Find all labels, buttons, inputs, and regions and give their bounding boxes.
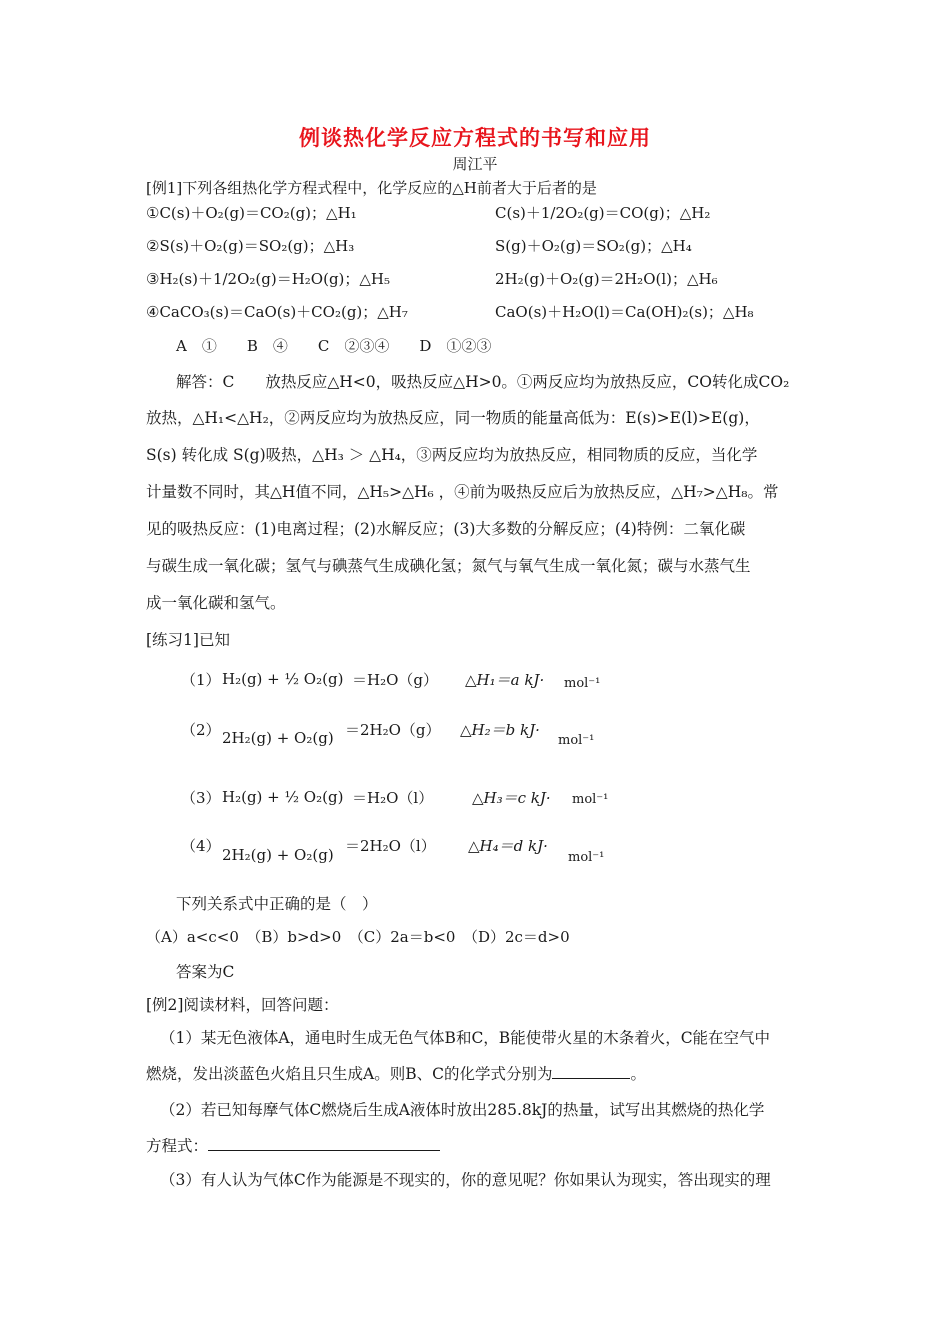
- example2-q2-text: 方程式：: [146, 1137, 209, 1155]
- example2-heading: [例2]阅读材料，回答问题：: [146, 996, 339, 1014]
- answer-line: 计量数不同时，其△H值不同，△H₅>△H₆ ，④前为吸热反应后为放热反应，△H₇>△H₈。常: [146, 483, 779, 501]
- equation-left: ②S(s)＋O₂(g)＝SO₂(g)；△H₃: [146, 237, 355, 255]
- equation-number: （1）: [181, 671, 221, 689]
- practice1-answer: 答案为C: [176, 963, 235, 981]
- equation-lhs: 2H₂(g) + O₂(g): [222, 846, 334, 864]
- equation-rhs: ＝2H₂O（g）: [345, 721, 441, 739]
- answer-line: 见的吸热反应：(1)电离过程；(2)水解反应；(3)大多数的分解反应；(4)特例：二氧化碳: [146, 520, 746, 538]
- equation-right: S(g)＋O₂(g)＝SO₂(g)；△H₄: [495, 237, 692, 255]
- answer-blank[interactable]: [208, 1136, 440, 1151]
- example2-q1-end: 。: [630, 1065, 646, 1083]
- enthalpy-value: △H₄＝d kJ·: [468, 837, 548, 855]
- example1-question: [例1]下列各组热化学方程式程中，化学反应的△H前者大于后者的是: [146, 179, 597, 197]
- unit: mol⁻¹: [564, 676, 601, 691]
- equation-left: ①C(s)＋O₂(g)＝CO₂(g)；△H₁: [146, 204, 357, 222]
- answer-blank[interactable]: [552, 1064, 630, 1079]
- enthalpy-value: △H₂＝b kJ·: [460, 721, 540, 739]
- practice1-heading: [练习1]已知: [146, 631, 230, 649]
- enthalpy-value: △H₁＝a kJ·: [465, 671, 545, 689]
- practice1-options: （A）a<c<0 （B）b>d>0 （C）2a＝b<0 （D）2c＝d>0: [146, 928, 570, 946]
- example2-q2-line2: [146, 1134, 440, 1156]
- equation-rhs: ＝2H₂O（l）: [345, 837, 436, 855]
- equation-rhs: ＝H₂O（l）: [352, 789, 434, 807]
- equation-lhs: H₂(g) + ½ O₂(g): [222, 670, 344, 688]
- equation-left: ④CaCO₃(s)＝CaO(s)＋CO₂(g)；△H₇: [146, 303, 408, 321]
- answer-line: 解答：C 放热反应△H<0，吸热反应△H>0。①两反应均为放热反应，CO转化成CO₂: [176, 373, 790, 391]
- page-title: 例谈热化学反应方程式的书写和应用: [299, 126, 651, 150]
- answer-line: 放热，△H₁<△H₂，②两反应均为放热反应，同一物质的能量高低为：E(s)>E(l)>E(g)，: [146, 409, 760, 427]
- equation-rhs: ＝H₂O（g）: [352, 671, 438, 689]
- example1-options: A ① B ④ C ②③④ D ①②③: [176, 337, 492, 355]
- equation-number: （2）: [181, 721, 221, 739]
- equation-number: （3）: [181, 789, 221, 807]
- answer-line: S(s) 转化成 S(g)吸热，△H₃ ＞ △H₄，③两反应均为放热反应，相同物质的反应，当化学: [146, 446, 758, 464]
- equation-left: ③H₂(s)＋1/2O₂(g)＝H₂O(g)；△H₅: [146, 270, 391, 288]
- equation-right: 2H₂(g)＋O₂(g)＝2H₂O(l)；△H₆: [495, 270, 718, 288]
- unit: mol⁻¹: [572, 792, 609, 807]
- equation-number: （4）: [181, 837, 221, 855]
- example2-q1-text: 燃烧，发出淡蓝色火焰且只生成A。则B、C的化学式分别为: [146, 1065, 553, 1083]
- equation-right: C(s)＋1/2O₂(g)＝CO(g)；△H₂: [495, 204, 711, 222]
- unit: mol⁻¹: [558, 733, 595, 748]
- example2-q2-line1: （2）若已知每摩气体C燃烧后生成A液体时放出285.8kJ的热量，试写出其燃烧的热化学: [160, 1101, 765, 1119]
- practice1-question: 下列关系式中正确的是（ ）: [176, 895, 378, 913]
- example2-q3-line1: （3）有人认为气体C作为能源是不现实的，你的意见呢？你如果认为现实，答出现实的理: [160, 1171, 771, 1189]
- equation-lhs: 2H₂(g) + O₂(g): [222, 729, 334, 747]
- example2-q1-line1: （1）某无色液体A，通电时生成无色气体B和C，B能使带火星的木条着火，C能在空气中: [160, 1029, 771, 1047]
- unit: mol⁻¹: [568, 850, 605, 865]
- example2-q1-line2: [146, 1062, 646, 1084]
- answer-line: 成一氧化碳和氢气。: [146, 594, 286, 612]
- author: 周江平: [452, 155, 498, 173]
- equation-right: CaO(s)＋H₂O(l)＝Ca(OH)₂(s)；△H₈: [495, 303, 754, 321]
- answer-line: 与碳生成一氧化碳；氢气与碘蒸气生成碘化氢；氮气与氧气生成一氧化氮；碳与水蒸气生: [146, 557, 751, 575]
- equation-lhs: H₂(g) + ½ O₂(g): [222, 788, 344, 806]
- enthalpy-value: △H₃＝c kJ·: [472, 789, 551, 807]
